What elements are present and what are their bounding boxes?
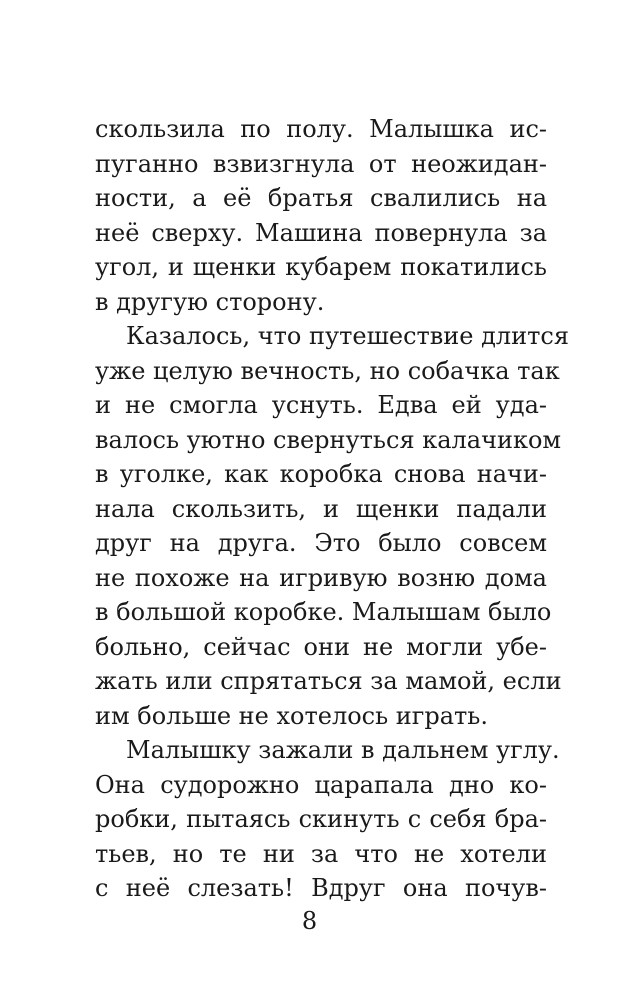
text-line: тьев, но те ни за что не хотели bbox=[95, 839, 547, 868]
text-line: больно, сейчас они не могли убе- bbox=[95, 632, 547, 661]
text-line: нала скользить, и щенки падали bbox=[95, 494, 547, 523]
text-line: им больше не хотелось играть. bbox=[95, 701, 488, 730]
text-line: скользила по полу. Малышка ис- bbox=[95, 115, 547, 143]
text-line: в другую сторону. bbox=[95, 287, 325, 316]
text-line: с неё слезать! Вдруг она почув- bbox=[95, 874, 547, 902]
text-line: уже целую вечность, но собачка так bbox=[95, 356, 560, 385]
paragraph-3 bbox=[95, 733, 560, 906]
paragraph-1 bbox=[95, 112, 547, 319]
text-line: робки, пытаясь скинуть с себя бра- bbox=[95, 805, 547, 833]
text-line: жать или спрятаться за мамой, если bbox=[95, 667, 562, 695]
text-line: угол, и щенки кубарем покатились bbox=[95, 253, 547, 281]
book-page-body bbox=[95, 112, 570, 906]
text-line: Она судорожно царапала дно ко- bbox=[95, 770, 547, 799]
paragraph-2 bbox=[95, 319, 570, 733]
text-line: неё сверху. Машина повернула за bbox=[95, 218, 547, 247]
text-line: Малышку зажали в дальнем углу. bbox=[126, 736, 560, 764]
text-line: и не смогла уснуть. Едва ей уда- bbox=[95, 391, 547, 419]
text-line: друг на друга. Это было совсем bbox=[95, 529, 547, 557]
text-line: Казалось, что путешествие длится bbox=[126, 322, 570, 350]
text-line: в уголке, как коробка снова начи- bbox=[95, 460, 547, 488]
text-line: валось уютно свернуться калачиком bbox=[95, 425, 562, 454]
page-number: 8 bbox=[301, 907, 318, 935]
text-line: ности, а её братья свалились на bbox=[95, 184, 547, 212]
text-line: пуганно взвизгнула от неожидан- bbox=[95, 149, 547, 178]
text-line: в большой коробке. Малышам было bbox=[95, 598, 552, 626]
text-line: не похоже на игривую возню дома bbox=[95, 563, 547, 592]
